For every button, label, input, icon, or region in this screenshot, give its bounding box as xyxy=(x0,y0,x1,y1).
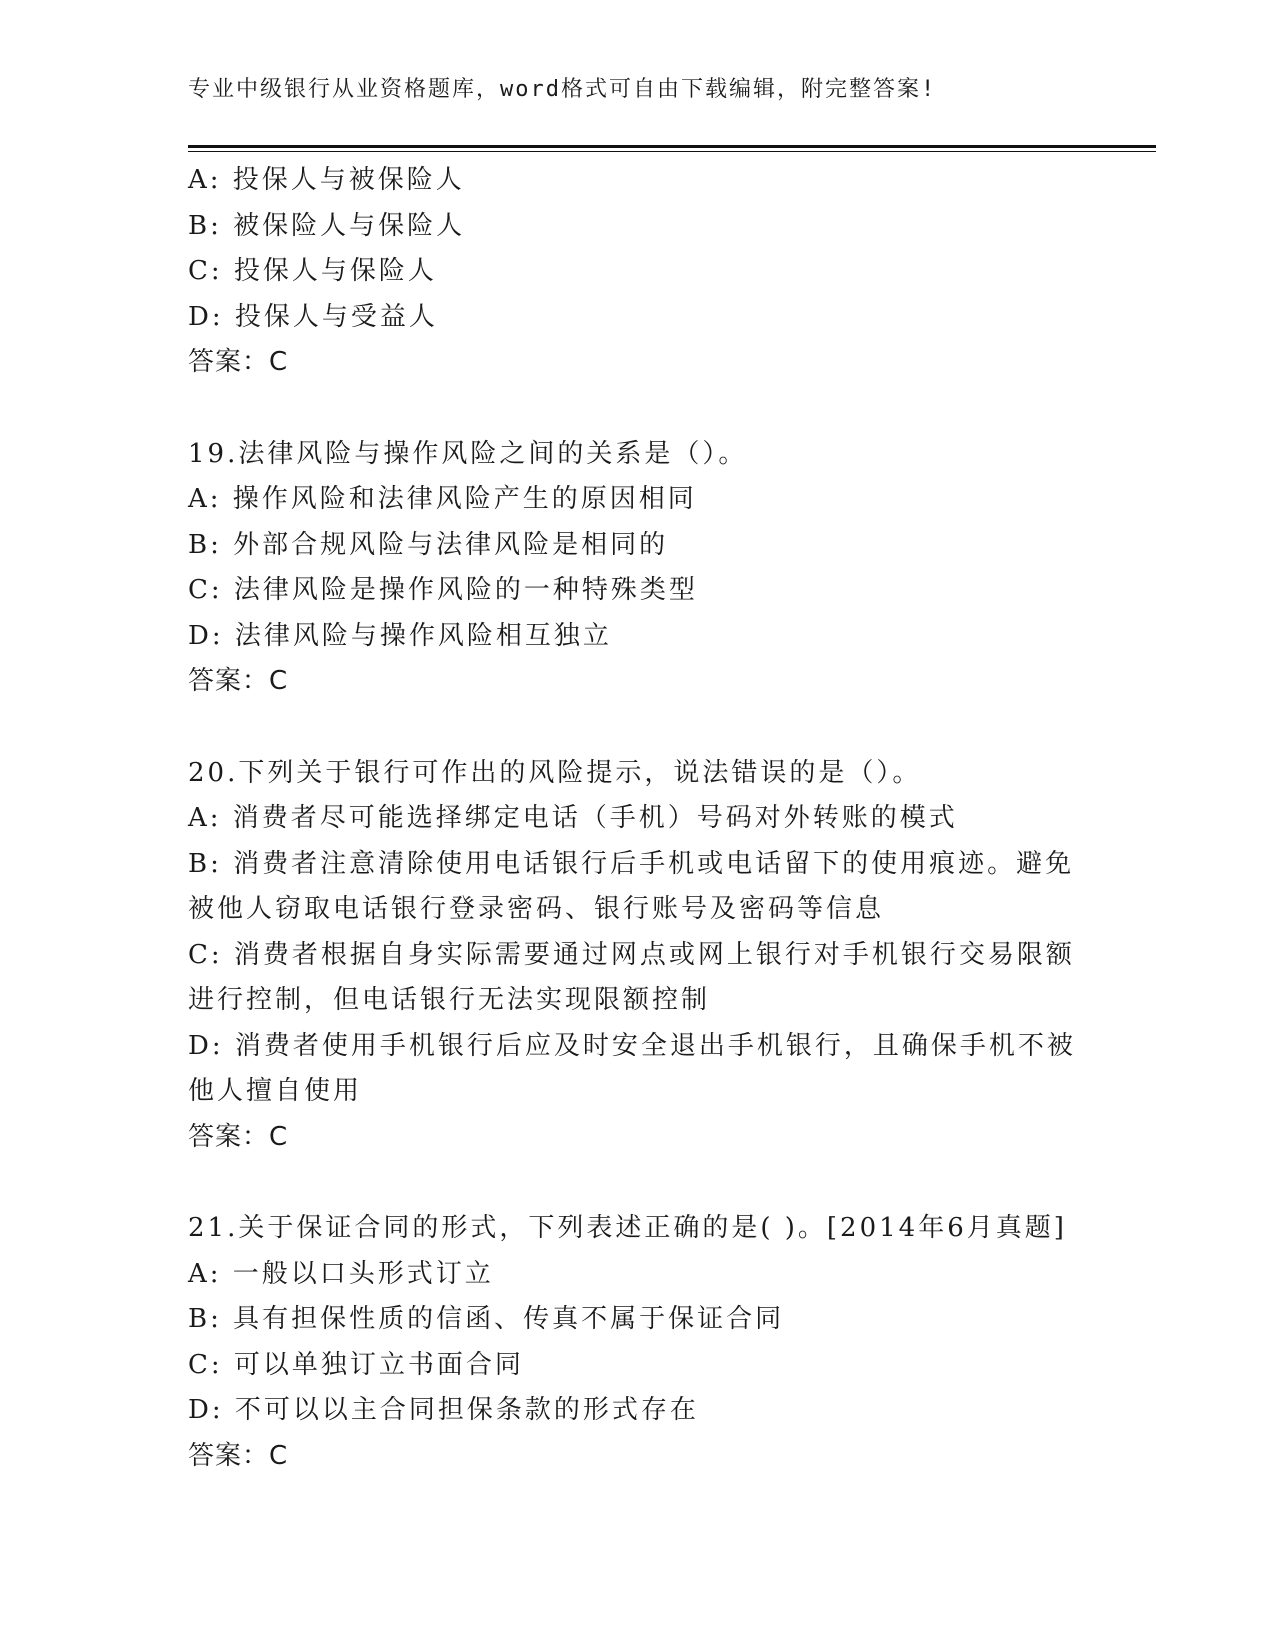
option-d: D: 不可以以主合同担保条款的形式存在 xyxy=(188,1395,699,1425)
option-c: C: 法律风险是操作风险的一种特殊类型 xyxy=(188,575,698,605)
option-b-continued: 被他人窃取电话银行登录密码、银行账号及密码等信息 xyxy=(188,894,885,924)
question-stem: 21.关于保证合同的形式，下列表述正确的是( )。[2014年6月真题] xyxy=(188,1213,1067,1243)
question-stem: 19.法律风险与操作风险之间的关系是（）。 xyxy=(188,438,748,469)
question-block-19 xyxy=(188,432,1088,705)
header-rule xyxy=(188,145,1156,148)
question-content xyxy=(188,158,1088,1479)
option-d: D: 消费者使用手机银行后应及时安全退出手机银行，且确保手机不被 xyxy=(188,1030,1076,1061)
option-d-continued: 他人擅自使用 xyxy=(188,1076,363,1106)
answer-line: 答案：C xyxy=(188,666,289,696)
option-d: D: 法律风险与操作风险相互独立 xyxy=(188,620,612,651)
answer-line: 答案：C xyxy=(188,347,289,377)
option-a: A: 投保人与被保险人 xyxy=(188,165,465,195)
option-c: C: 消费者根据自身实际需要通过网点或网上银行对手机银行交易限额 xyxy=(188,939,1075,970)
question-block-20 xyxy=(188,751,1088,1161)
header-rule-thin xyxy=(188,151,1156,152)
question-block-18 xyxy=(188,158,1088,386)
option-b: B: 被保险人与保险人 xyxy=(188,210,466,241)
option-b: B: 消费者注意清除使用电话银行后手机或电话留下的使用痕迹。避免 xyxy=(188,848,1075,879)
option-c: C: 投保人与保险人 xyxy=(188,256,437,286)
option-c: C: 可以单独订立书面合同 xyxy=(188,1349,524,1380)
answer-line: 答案：C xyxy=(188,1121,289,1152)
option-b: B: 外部合规风险与法律风险是相同的 xyxy=(188,529,669,560)
page-header: 专业中级银行从业资格题库，word格式可自由下载编辑，附完整答案! xyxy=(188,77,937,102)
option-a: A: 消费者尽可能选择绑定电话（手机）号码对外转账的模式 xyxy=(188,803,958,833)
option-b: B: 具有担保性质的信函、传真不属于保证合同 xyxy=(188,1304,785,1334)
option-a: A: 一般以口头形式订立 xyxy=(188,1258,494,1289)
question-block-21 xyxy=(188,1206,1088,1479)
option-c-continued: 进行控制，但电话银行无法实现限额控制 xyxy=(188,985,711,1015)
question-stem: 20.下列关于银行可作出的风险提示，说法错误的是（）。 xyxy=(188,757,922,788)
answer-line: 答案：C xyxy=(188,1440,289,1471)
option-a: A: 操作风险和法律风险产生的原因相同 xyxy=(188,484,697,514)
option-d: D: 投保人与受益人 xyxy=(188,301,438,332)
